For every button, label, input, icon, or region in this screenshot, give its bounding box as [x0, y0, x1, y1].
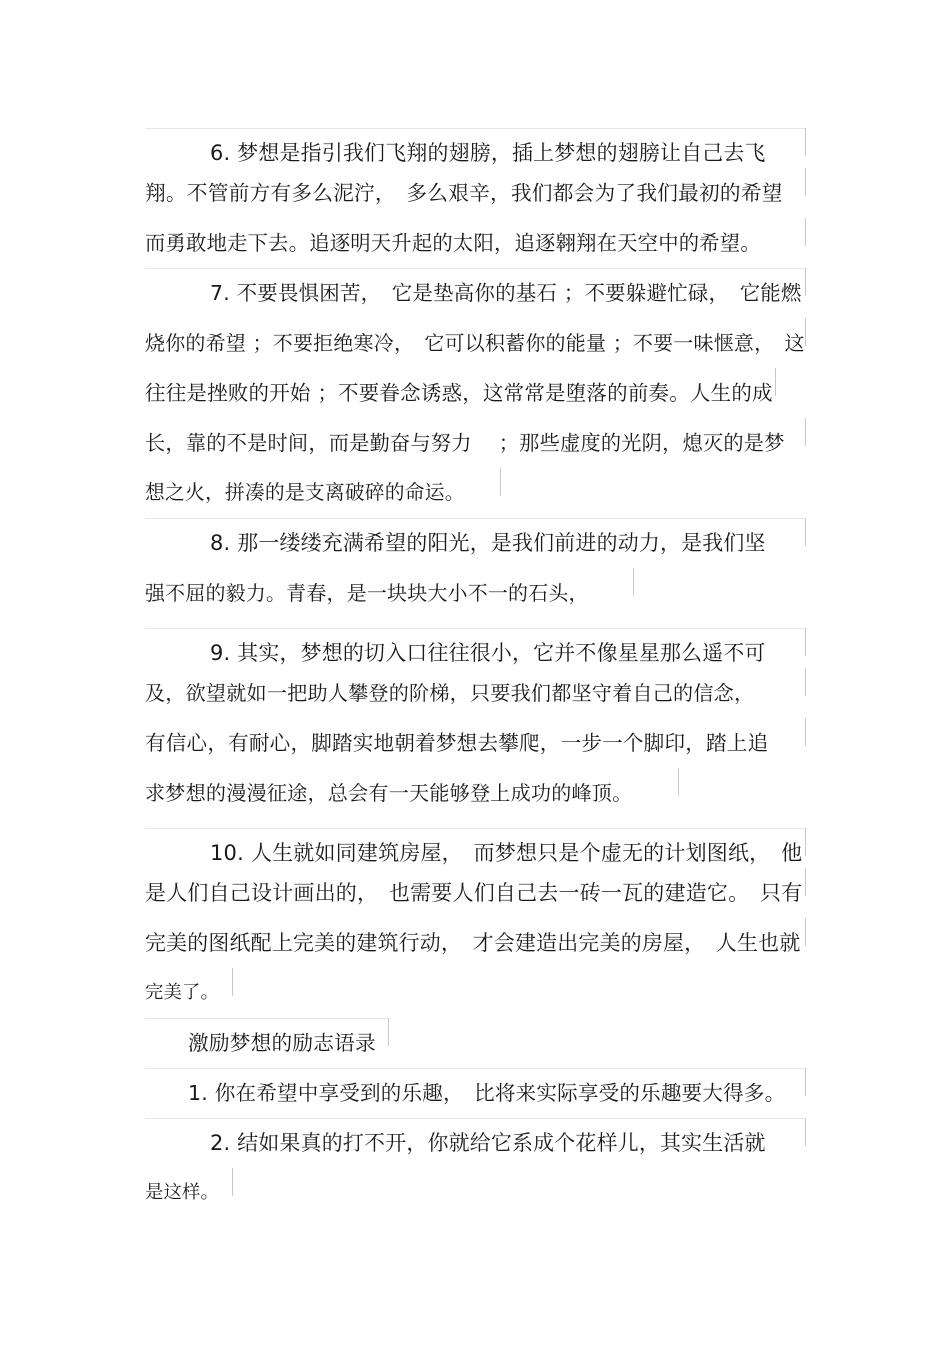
text-line [0, 718, 950, 768]
line-end-mark [805, 628, 806, 656]
line-text: 完美的图纸配上完美的建筑行动， 才会建造出完美的房屋， 人生也就 [145, 931, 801, 955]
line-text: 长，靠的不是时间，而是勤奋与努力 ；那些虚度的光阴，熄灭的是梦 [145, 431, 785, 455]
line-text: 2. 结如果真的打不开，你就给它系成个花样儿，其实生活就 [210, 1131, 766, 1155]
line-end-mark [805, 1118, 806, 1146]
line-end-mark [805, 518, 806, 546]
line-end-mark [678, 768, 679, 796]
text-line [0, 418, 950, 468]
line-end-mark [805, 128, 806, 156]
text-line [0, 1068, 950, 1118]
text-line [0, 968, 950, 1018]
line-end-mark [805, 828, 806, 856]
text-line [0, 168, 950, 218]
line-text: 6. 梦想是指引我们飞翔的翅膀，插上梦想的翅膀让自己去飞 [210, 141, 766, 165]
text-line [0, 468, 950, 518]
text-line [0, 668, 950, 718]
text-line [0, 568, 950, 618]
line-text: 1. 你在希望中享受到的乐趣， 比将来实际享受的乐趣要大得多。 [188, 1081, 786, 1105]
line-end-mark [805, 718, 806, 746]
text-line [0, 368, 950, 418]
line-text: 9. 其实，梦想的切入口往往很小，它并不像星星那么遥不可 [210, 641, 766, 665]
line-text: 是人们自己设计画出的， 也需要人们自己去一砖一瓦的建造它。 只有 [145, 881, 803, 905]
line-text: 是这样。 [145, 1182, 219, 1203]
line-end-mark [805, 1068, 806, 1096]
line-end-mark [388, 1018, 389, 1046]
text-line [0, 218, 950, 268]
line-text: 想之火，拼凑的是支离破碎的命运。 [145, 481, 465, 504]
line-end-mark [805, 868, 806, 896]
text-line [0, 1018, 950, 1068]
line-text: 烧你的希望 ；不要拒绝寒冷， 它可以积蓄你的能量 ；不要一味惬意， 这 [145, 331, 805, 355]
line-text: 7. 不要畏惧困苦， 它是垫高你的基石 ；不要躲避忙碌， 它能燃 [210, 281, 802, 305]
line-end-mark [805, 318, 806, 346]
text-line [0, 518, 950, 568]
text-line [0, 268, 950, 318]
line-text: 8. 那一缕缕充满希望的阳光，是我们前进的动力，是我们坚 [210, 531, 766, 555]
line-end-mark [805, 418, 806, 446]
line-end-mark [500, 468, 501, 496]
line-text: 求梦想的漫漫征途，总会有一天能够登上成功的峰顶。 [145, 781, 633, 805]
text-line [0, 1168, 950, 1218]
line-end-mark [805, 218, 806, 246]
text-line [0, 768, 950, 818]
line-end-mark [232, 968, 233, 996]
line-end-mark [805, 268, 806, 296]
text-line [0, 318, 950, 368]
line-end-mark [232, 1168, 233, 1196]
text-line [0, 918, 950, 968]
line-end-mark [805, 168, 806, 196]
line-text: 激励梦想的励志语录 [188, 1031, 376, 1055]
line-end-mark [775, 368, 776, 396]
line-end-mark [805, 918, 806, 946]
line-text: 翔。不管前方有多么泥泞， 多么艰辛，我们都会为了我们最初的希望 [145, 181, 783, 205]
line-text: 10. 人生就如同建筑房屋， 而梦想只是个虚无的计划图纸， 他 [210, 841, 803, 865]
line-text: 完美了。 [145, 982, 219, 1003]
line-text: 往往是挫败的开始 ；不要眷念诱惑，这常常是堕落的前奏。人生的成 [145, 381, 773, 405]
text-line [0, 868, 950, 918]
line-text: 而勇敢地走下去。追逐明天升起的太阳，追逐翱翔在天空中的希望。 [145, 231, 761, 255]
line-text: 及，欲望就如一把助人攀登的阶梯，只要我们都坚守着自己的信念， [145, 681, 755, 705]
line-end-mark [805, 668, 806, 696]
line-text: 强不屈的毅力。青春，是一块块大小不一的石头， [145, 581, 589, 605]
line-end-mark [633, 568, 634, 596]
text-line [0, 1118, 950, 1168]
line-text: 有信心，有耐心，脚踏实地朝着梦想去攀爬，一步一个脚印，踏上追 [145, 731, 769, 755]
